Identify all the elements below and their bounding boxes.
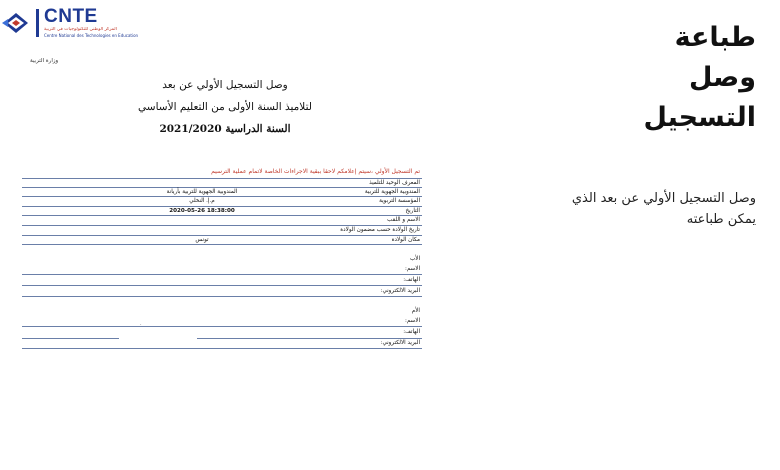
receipt-form [22,178,422,349]
row-label: المعرف الوحيد للتلميذ [369,180,420,186]
logo-name: CNTE [44,6,98,27]
mother-phone-line [22,327,422,338]
mother-email-line [22,338,422,349]
slide-desc-line-2: يمكن طباعته [686,212,756,227]
field-label: الاسم: [404,266,420,273]
field-label: الهاتف: [403,329,420,336]
row-value: المندوبية الجهوية للتربية بأريانة [166,188,238,195]
logo-divider [36,9,39,37]
logo-subtitle-ar: المركز الوطني للتكنولوجيات في التربية [44,27,117,32]
heading-line-2: لتلاميذ السنة الأولى من التعليم الأساسي [138,101,312,113]
slide-title-line-1: طباعة وصل [674,22,756,93]
row-value: تونس [195,236,209,243]
row-label: مكان الولادة [391,236,420,243]
row-label: الاسم و اللقب [387,217,420,224]
field-label: البريد الالكتروني: [380,288,420,295]
father-phone-line [22,275,422,286]
logo-subtitle-fr: Centre National des Technologies en Education [44,33,139,38]
row-birth-date [22,226,422,236]
cnte-logo [2,6,202,40]
father-name-line [22,264,422,275]
slide-title-line-2: التسجيل [643,102,756,133]
document-heading [110,74,340,140]
row-value: م.إ. النخلي [189,198,215,205]
row-label: تاريخ الولادة حسب مضمون الولادة [340,226,420,233]
heading-line-1: وصل التسجيل الأولي عن بعد [162,79,288,91]
slide-desc-line-1: وصل التسجيل الأولي عن بعد الذي [571,191,756,206]
row-regional-office [22,188,422,198]
row-date [22,207,422,217]
row-label: المندوبية الجهوية للتربية [364,188,420,195]
row-label: المؤسسة التربوية [379,198,420,205]
row-school [22,197,422,207]
father-email-line [22,286,422,297]
slide-description [526,188,756,230]
row-birth-place [22,236,422,246]
field-label: البريد الالكتروني: [380,340,420,347]
mother-name-line: الاسم: . [22,316,422,327]
school-year: السنة الدراسية 2021/2020 [159,123,291,135]
field-label: الهاتف: [403,277,420,284]
cnte-emblem-icon [2,9,30,37]
ministry-label: وزارة التربية [30,58,59,64]
row-student-id [22,178,422,188]
slide-title [616,18,756,138]
father-section-title: الأب [409,256,420,263]
row-full-name [22,216,422,226]
row-value: 2020-05-26 18:38:00 [169,207,235,214]
row-label: التاريخ [405,207,420,214]
field-label: الاسم: [404,318,420,325]
mother-section-title: الأم [411,308,420,315]
registration-notice: تم التسجيل الأولي ،سيتم إعلامكم لاحقا ببقية الاجراءات الخاصة لاتمام عملية الترسيم [211,168,420,175]
